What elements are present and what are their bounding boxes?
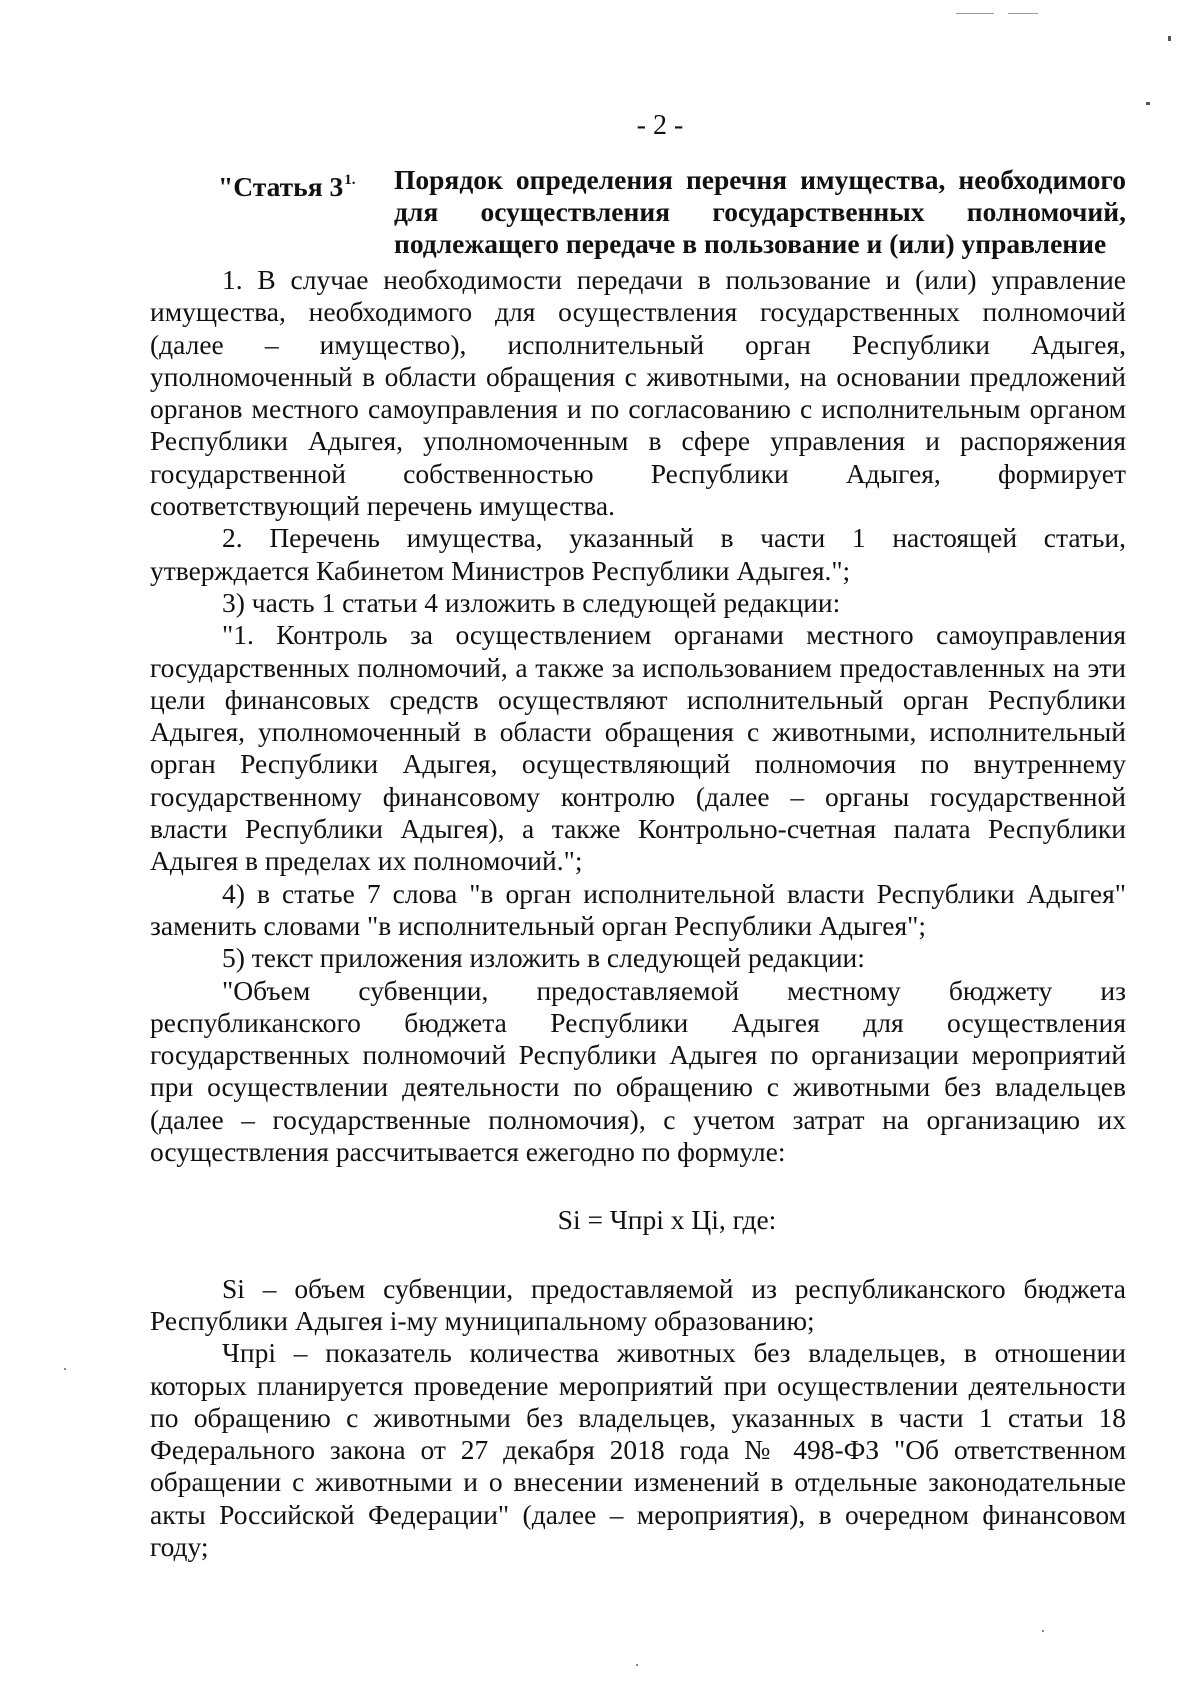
paragraph: 4) в статье 7 слова "в орган исполнительной власти Республики Адыгея" заменить словами "в исполнительный орган Республики Адыгея"; [150,877,1126,941]
paragraph: 3) часть 1 статьи 4 изложить в следующей редакции: [222,586,841,618]
definition-paragraph: Si – объем субвенции, предоставляемой из республиканского бюджета Республики Адыгея i-му муниципальному образованию; [150,1272,1126,1336]
paragraph: 2. Перечень имущества, указанный в части 1 настоящей статьи, утверждается Кабинетом Министров Республики Адыгея."; [150,522,1126,586]
article-label-superscript: 1. [344,172,356,188]
paragraph: 1. В случае необходимости передачи в пользование и (или) управление имущества, необходимого для осуществления государственных полномочий (далее – имущество), исполнительный орган Республики Адыгея, уполномоченный в области обращения с животными, на основании предложений органов местного самоуправления и по согласованию с исполнительным органом Республики Адыгея, уполномоченным в сфере управления и распоряжения государственной собственностью Республики Адыгея, формирует соответствующий перечень имущества. [150,264,1126,522]
formula: Si = Чпрi x Цi, где: [557,1204,777,1236]
paragraph: "1. Контроль за осуществлением органами местного самоуправления государственных полномочий, а также за использованием предоставленных на эти цели финансовых средств осуществляют исполнительный орган Республики Адыгея, уполномоченный в области обращения с животными, исполнительный орган Республики Адыгея, осуществляющий полномочия по внутреннему государственному финансовому контролю (далее – органы государственной власти Республики Адыгея), а также Контрольно-счетная палата Республики Адыгея в пределах их полномочий."; [150,619,1126,877]
article-heading: Порядок определения перечня имущества, необходимого для осуществления государственных полномочий, подлежащего передаче в пользование и (или) управление [394,164,1126,259]
scan-artifact-dot [64,1368,66,1370]
scan-artifact-dot [636,1664,638,1666]
definition-paragraph: Чпрi – показатель количества животных без владельцев, в отношении которых планируется проведение мероприятий при осуществлении деятельности по обращению с животными без владельцев, указанных в части 1 статьи 18 Федерального закона от 27 декабря 2018 года № 498-ФЗ "Об ответственном обращении с животными и о внесении изменений в отдельные законодательные акты Российской Федерации" (далее – мероприятия), в очередном финансовом году; [150,1337,1126,1562]
paragraph: 5) текст приложения изложить в следующей редакции: [222,942,865,974]
scan-artifact-dot [1042,1630,1044,1632]
scan-artifact-line [956,13,994,14]
paragraph: "Объем субвенции, предоставляемой местному бюджету из республиканского бюджета Республики Адыгея для осуществления государственных полномочий Республики Адыгея по организации мероприятий при осуществлении деятельности по обращению с животными без владельцев (далее – государственные полномочия), с учетом затрат на организацию их осуществления рассчитывается ежегодно по формуле: [150,974,1126,1168]
scan-artifact-dot [1146,102,1150,105]
article-header [218,164,1126,260]
article-label [218,164,355,203]
article-label-text: "Статья 3 [218,171,344,202]
document-body [150,264,1126,1563]
page-number: - 2 - [636,110,684,141]
scan-artifact-line [1008,13,1038,14]
scan-artifact-dot [1168,36,1171,41]
